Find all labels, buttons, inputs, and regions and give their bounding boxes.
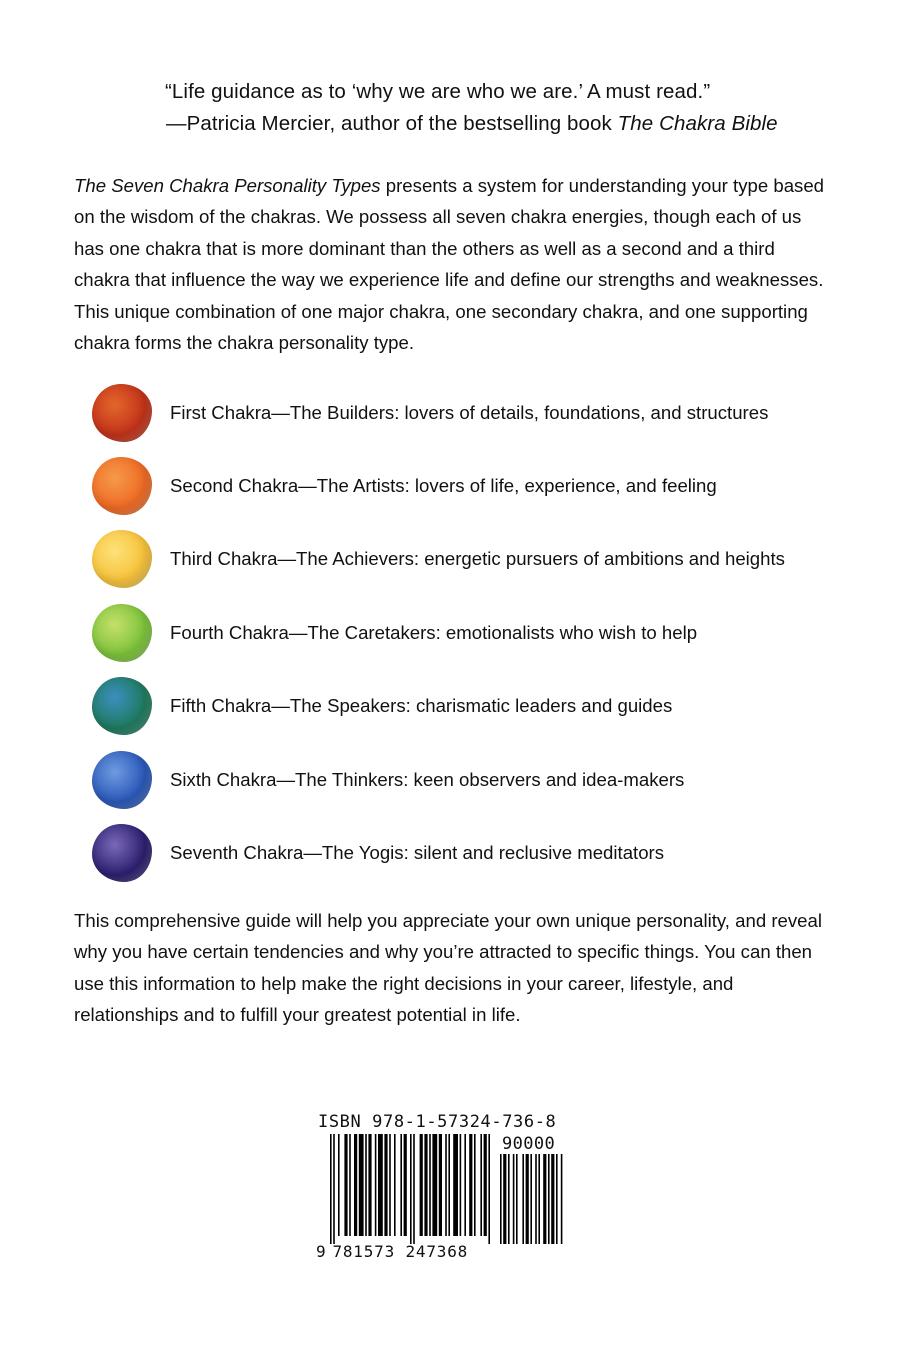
second-chakra-watercolor-icon (92, 457, 152, 515)
barcode-bar (394, 1134, 396, 1236)
barcode-bar (333, 1134, 335, 1244)
barcode-addon-bar (526, 1154, 529, 1244)
barcode-bar (375, 1134, 377, 1236)
barcode-addon-bar (530, 1154, 532, 1244)
barcode-bar (424, 1134, 427, 1236)
barcode-bar (420, 1134, 423, 1236)
barcode-bar (488, 1134, 490, 1244)
barcode-bar (400, 1134, 402, 1236)
description-paragraph (74, 170, 834, 358)
barcode-addon-bar (513, 1154, 515, 1244)
barcode-bar (464, 1134, 466, 1236)
first-chakra-watercolor-icon (92, 384, 152, 442)
barcode-bar (349, 1134, 351, 1236)
third-chakra-watercolor-icon (92, 530, 152, 588)
seventh-chakra-watercolor-icon (92, 824, 152, 882)
chakra-label: Sixth Chakra—The Thinkers: keen observers and idea-makers (170, 769, 685, 790)
sixth-chakra-watercolor-icon (92, 751, 152, 809)
barcode-bar (384, 1134, 387, 1236)
barcode-addon-bar (508, 1154, 510, 1244)
endorsement-quote (165, 76, 805, 140)
chakra-label: Fifth Chakra—The Speakers: charismatic leaders and guides (170, 695, 673, 716)
attribution-book-title: The Chakra Bible (617, 112, 778, 135)
barcode-bar (368, 1134, 371, 1236)
barcode-bar (429, 1134, 431, 1236)
quote-attribution (165, 108, 805, 140)
barcode-addon-bar (503, 1154, 506, 1244)
barcode-bar (469, 1134, 472, 1236)
barcode-bar (354, 1134, 357, 1236)
barcode-addon-bar (538, 1154, 540, 1244)
chakra-label: Fourth Chakra—The Caretakers: emotionalists who wish to help (170, 622, 698, 643)
barcode-bar (359, 1134, 364, 1236)
barcode-addon-bar (561, 1154, 563, 1244)
barcode-bar (378, 1134, 383, 1236)
barcode-bar (365, 1134, 367, 1236)
barcode-addon-bar (522, 1154, 524, 1244)
barcode-bar (330, 1134, 332, 1244)
closing-paragraph (74, 905, 834, 1031)
barcode-bar (432, 1134, 437, 1236)
closing-text: This comprehensive guide will help you appreciate your own unique personality, and reveal why you have certain tendencies and why you’re attracted to specific things. You can then use this information to help make the right decisions in your career, lifestyle, and relationships and to fulfill your greatest potential in life. (74, 910, 822, 1026)
barcode-bar (453, 1134, 458, 1236)
chakra-label: Second Chakra—The Artists: lovers of life, experience, and feeling (170, 475, 717, 496)
barcode-addon-bar (516, 1154, 518, 1244)
chakra-label: First Chakra—The Builders: lovers of details, foundations, and structures (170, 402, 769, 423)
barcode-addon-bar (500, 1154, 502, 1244)
fifth-chakra-watercolor-icon (92, 677, 152, 735)
barcode-bar (404, 1134, 407, 1236)
description-text: presents a system for understanding your type based on the wisdom of the chakras. We possess all seven chakra energies, though each of us has one chakra that is more dominant than the others as well as a second and a third chakra that influence the way we experience life and define our strengths and weaknesses. This unique combination of one major chakra, one secondary chakra, and one supporting chakra forms the chakra personality type. (74, 175, 825, 354)
chakra-label: Seventh Chakra—The Yogis: silent and reclusive meditators (170, 842, 665, 863)
barcode-addon-bar (535, 1154, 537, 1244)
chakra-label: Third Chakra—The Achievers: energetic pursuers of ambitions and heights (170, 548, 785, 569)
barcode-bar (448, 1134, 450, 1236)
barcode-addon-bar (556, 1154, 558, 1244)
attribution-prefix: —Patricia Mercier, author of the bestselling book (166, 112, 618, 135)
description-book-title: The Seven Chakra Personality Types (74, 175, 381, 196)
barcode-bar (460, 1134, 462, 1236)
barcode-digits (316, 1242, 468, 1261)
chakra-item-second (88, 453, 848, 519)
chakra-item-fifth (88, 673, 848, 739)
chakra-item-first (88, 380, 848, 446)
isbn-number: ISBN 978-1-57324-736-8 (318, 1112, 557, 1132)
barcode-addon-bar (543, 1154, 546, 1244)
price-code: 90000 (502, 1134, 556, 1154)
chakra-item-fourth (88, 600, 848, 666)
barcode-addon-bar (551, 1154, 554, 1244)
fourth-chakra-watercolor-icon (92, 604, 152, 662)
chakra-item-third (88, 526, 848, 592)
barcode-bar (484, 1134, 487, 1236)
quote-text: “Life guidance as to ‘why we are who we are.’ A must read.” (165, 80, 711, 103)
barcode-bar (338, 1134, 340, 1236)
chakra-item-seventh (88, 820, 848, 886)
barcode-bar (445, 1134, 447, 1236)
isbn-barcode (316, 1112, 578, 1264)
chakra-item-sixth (88, 747, 848, 813)
description (74, 170, 834, 358)
barcode-bar (389, 1134, 391, 1236)
barcode-bar (410, 1134, 412, 1244)
barcode-bar (413, 1134, 415, 1244)
barcode-digit-groups: 781573 247368 (332, 1242, 469, 1261)
barcode-bar (474, 1134, 476, 1236)
barcode-bar (480, 1134, 482, 1236)
barcode-bar (439, 1134, 442, 1236)
barcode-digit-lead: 9 (316, 1242, 327, 1261)
barcode-bar (344, 1134, 347, 1236)
barcode-addon-bar (548, 1154, 550, 1244)
